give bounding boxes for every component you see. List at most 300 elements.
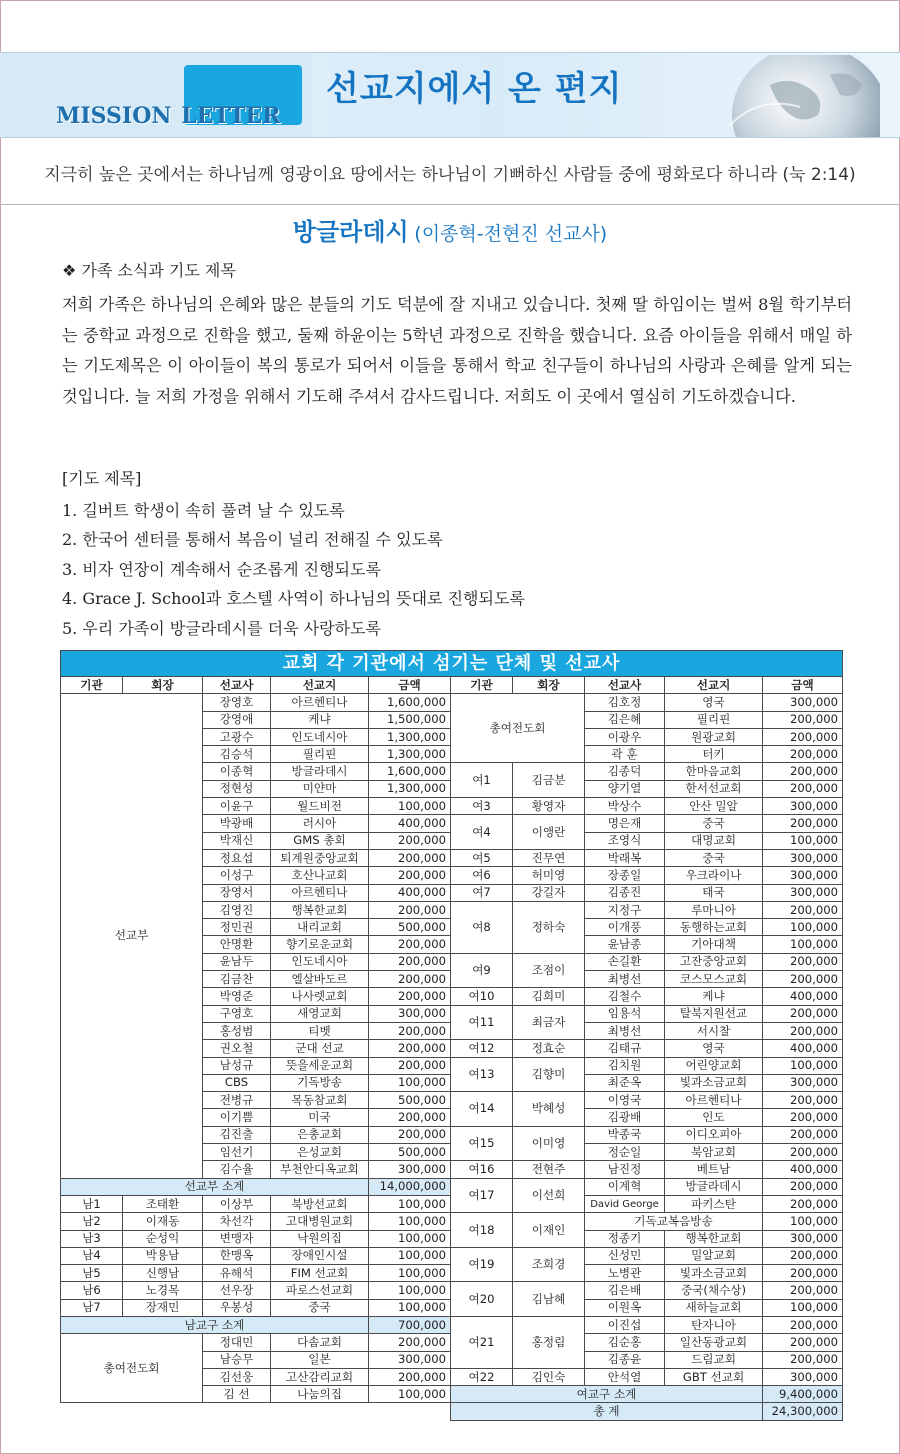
table-cell: 100,000 — [763, 1299, 843, 1316]
table-cell: 1,600,000 — [369, 763, 451, 780]
table-cell: 이원옥 — [585, 1299, 665, 1316]
subtotal-label: 남교구 소계 — [61, 1316, 369, 1333]
table-cell: 김종덕 — [585, 763, 665, 780]
group-cell: 여14 — [451, 1092, 513, 1127]
table-cell: 아르헨티나 — [271, 884, 369, 901]
table-cell: 루마니아 — [665, 901, 763, 918]
group-cell: 박혜성 — [513, 1092, 585, 1127]
support-table — [60, 650, 843, 1421]
table-cell: 김은배 — [585, 1282, 665, 1299]
table-cell: 변맹자 — [203, 1230, 271, 1247]
table-cell: 드림교회 — [665, 1351, 763, 1368]
grand-total-label: 총 계 — [451, 1403, 763, 1420]
subtotal-label: 선교부 소계 — [61, 1178, 369, 1195]
table-row — [61, 694, 843, 711]
table-cell: 100,000 — [763, 919, 843, 936]
group-cell: 여19 — [451, 1247, 513, 1282]
table-cell: 곽 훈 — [585, 746, 665, 763]
table-cell: 100,000 — [369, 798, 451, 815]
table-cell: 고광수 — [203, 728, 271, 745]
table-cell: 200,000 — [763, 1195, 843, 1212]
table-cell: 안석열 — [585, 1368, 665, 1385]
table-cell: 500,000 — [369, 1092, 451, 1109]
table-cell: 최병선 — [585, 1022, 665, 1039]
table-cell: 노병관 — [585, 1265, 665, 1282]
table-cell: 이상부 — [203, 1195, 271, 1212]
table-cell: 남7 — [61, 1299, 123, 1316]
table-cell: 100,000 — [763, 832, 843, 849]
logo-second: LETTER — [181, 103, 281, 129]
table-cell: 아르헨티나 — [665, 1092, 763, 1109]
table-cell: 북방선교회 — [271, 1195, 369, 1212]
table-cell: 향기로운교회 — [271, 936, 369, 953]
group-cell: 조점이 — [513, 953, 585, 988]
table-cell: 남2 — [61, 1213, 123, 1230]
table-cell: 고잔중앙교회 — [665, 953, 763, 970]
diamond-bullet-icon: ❖ — [62, 261, 77, 280]
table-cell: 최병선 — [585, 971, 665, 988]
table-cell: 태국 — [665, 884, 763, 901]
table-cell: 베트남 — [665, 1161, 763, 1178]
table-cell: 100,000 — [369, 1230, 451, 1247]
column-header: 기관 — [451, 677, 513, 694]
table-cell: 부천안디옥교회 — [271, 1161, 369, 1178]
table-cell: 월드비전 — [271, 798, 369, 815]
table-cell: 남진정 — [585, 1161, 665, 1178]
table-cell: 300,000 — [763, 884, 843, 901]
group-cell: 김남혜 — [513, 1282, 585, 1317]
table-cell: 김치원 — [585, 1057, 665, 1074]
table-header-row — [61, 677, 843, 694]
page-title: 선교지에서 온 편지 — [326, 69, 623, 109]
group-cell: 여10 — [451, 988, 513, 1005]
table-cell: 300,000 — [763, 1230, 843, 1247]
table-cell: 200,000 — [763, 1265, 843, 1282]
table-cell: 400,000 — [369, 815, 451, 832]
table-cell: 김진출 — [203, 1126, 271, 1143]
table-cell: 남승무 — [203, 1351, 271, 1368]
table-cell: 내리교회 — [271, 919, 369, 936]
table-cell: 400,000 — [763, 1040, 843, 1057]
group-cell: 정효순 — [513, 1040, 585, 1057]
group-cell: 여22 — [451, 1368, 513, 1385]
group-cell: 이앵란 — [513, 815, 585, 850]
table-cell: 한맹옥 — [203, 1247, 271, 1264]
table-cell: 서시찰 — [665, 1022, 763, 1039]
table-cell: 300,000 — [763, 798, 843, 815]
table-cell: 이광우 — [585, 728, 665, 745]
table-cell: 400,000 — [369, 884, 451, 901]
group-cell: 여21 — [451, 1316, 513, 1368]
table-cell: 이윤구 — [203, 798, 271, 815]
table-cell: 방글라데시 — [271, 763, 369, 780]
table-cell: 인도 — [665, 1109, 763, 1126]
table-cell: 200,000 — [369, 1057, 451, 1074]
family-news-paragraph: 저희 가족은 하나님의 은혜와 많은 분들의 기도 덕분에 잘 지내고 있습니다. 첫째 딸 하임이는 벌써 8월 학기부터는 중학교 과정으로 진학을 했고, 둘째 하윤이는 5학년 과정으로 진학을 했습니다. 요즘 아이들을 위해서 매일 하는 기도제목은 이 아이들이 복의 통로가 되어서 이들을 통해서 학교 친구들이 하나님의 사랑과 은혜를 알게 되는 것입니다. 늘 저희 가정을 위해서 기도해 주셔서 감사드립니다. 저희도 이 곳에서 열심히 기도하겠습니다. — [62, 295, 852, 406]
table-cell: 박상수 — [585, 798, 665, 815]
table-cell: 중국 — [665, 815, 763, 832]
table-cell: 대명교회 — [665, 832, 763, 849]
table-cell: 200,000 — [369, 901, 451, 918]
table-cell: 명은재 — [585, 815, 665, 832]
bible-verse: 지극히 높은 곳에서는 하나님께 영광이요 땅에서는 하나님이 기뻐하신 사람들 중에 평화로다 하니라 (눅 2:14) — [44, 165, 856, 185]
column-header: 기관 — [61, 677, 123, 694]
table-cell: 인도네시아 — [271, 953, 369, 970]
table-cell: 100,000 — [369, 1265, 451, 1282]
table-title: 교회 각 기관에서 섬기는 단체 및 선교사 — [61, 651, 843, 677]
table-row — [61, 1247, 843, 1264]
group-cell: 김금분 — [513, 763, 585, 798]
table-cell: 200,000 — [763, 971, 843, 988]
country-heading — [0, 212, 900, 247]
table-cell: 200,000 — [763, 780, 843, 797]
table-cell: FIM 선교회 — [271, 1265, 369, 1282]
column-header: 선교지 — [665, 677, 763, 694]
table-cell: 선우장 — [203, 1282, 271, 1299]
table-cell: 남6 — [61, 1282, 123, 1299]
table-cell: 김종진 — [585, 884, 665, 901]
table-cell: 200,000 — [763, 746, 843, 763]
table-cell: 200,000 — [369, 971, 451, 988]
subtotal-value: 14,000,000 — [369, 1178, 451, 1195]
table-cell: 100,000 — [369, 1195, 451, 1212]
table-cell: 100,000 — [763, 936, 843, 953]
group-cell: 강길자 — [513, 884, 585, 901]
table-cell: 김승석 — [203, 746, 271, 763]
table-cell: 신성민 — [585, 1247, 665, 1264]
group-cell: 전현주 — [513, 1161, 585, 1178]
table-cell: 김광배 — [585, 1109, 665, 1126]
group-cell: 여13 — [451, 1057, 513, 1092]
mission-letter-logo — [56, 97, 281, 130]
table-cell: 티벳 — [271, 1022, 369, 1039]
table-cell: 300,000 — [763, 867, 843, 884]
table-cell: 새영교회 — [271, 1005, 369, 1022]
table-cell: 윤남종 — [585, 936, 665, 953]
table-cell: 100,000 — [369, 1213, 451, 1230]
table-cell: 안명환 — [203, 936, 271, 953]
table-cell: 홍성범 — [203, 1022, 271, 1039]
table-cell: 박래복 — [585, 849, 665, 866]
table-cell: 200,000 — [369, 1334, 451, 1351]
group-cell: 홍정림 — [513, 1316, 585, 1368]
table-cell: 낙원의집 — [271, 1230, 369, 1247]
table-cell: 300,000 — [763, 1074, 843, 1091]
table-cell: 밀알교회 — [665, 1247, 763, 1264]
table-cell: 동행하는교회 — [665, 919, 763, 936]
table-cell: 200,000 — [763, 1022, 843, 1039]
table-cell: 북암교회 — [665, 1144, 763, 1161]
subtotal-value: 9,400,000 — [763, 1386, 843, 1403]
table-cell: 300,000 — [763, 1368, 843, 1385]
table-cell: 방글라데시 — [665, 1178, 763, 1195]
prayer-item: 3. 비자 연장이 계속해서 순조롭게 진행되도록 — [62, 559, 381, 579]
table-cell: 박영준 — [203, 988, 271, 1005]
table-cell: 200,000 — [369, 1109, 451, 1126]
header-banner — [0, 52, 900, 138]
table-cell: 100,000 — [369, 1282, 451, 1299]
table-cell: 순성익 — [123, 1230, 203, 1247]
table-cell: 김수율 — [203, 1161, 271, 1178]
table-cell: 영국 — [665, 694, 763, 711]
section-heading — [62, 258, 236, 281]
table-cell: 중국 — [271, 1299, 369, 1316]
table-cell: 이계혁 — [585, 1178, 665, 1195]
table-cell: CBS — [203, 1074, 271, 1091]
prayer-list — [62, 496, 525, 643]
table-cell: 김금찬 — [203, 971, 271, 988]
table-cell: 구영호 — [203, 1005, 271, 1022]
table-cell: 미국 — [271, 1109, 369, 1126]
table-cell: 200,000 — [763, 1282, 843, 1299]
table-cell: 200,000 — [369, 1040, 451, 1057]
table-cell: 200,000 — [369, 867, 451, 884]
table-cell: 200,000 — [763, 1005, 843, 1022]
grand-total-row — [61, 1403, 843, 1420]
table-cell: 김종윤 — [585, 1351, 665, 1368]
group-cell: 여20 — [451, 1282, 513, 1317]
table-cell: 기아대책 — [665, 936, 763, 953]
table-row — [61, 1178, 843, 1195]
group-cell: 김희미 — [513, 988, 585, 1005]
table-cell: 고대병원교회 — [271, 1213, 369, 1230]
table-cell: 나사렛교회 — [271, 988, 369, 1005]
table-cell: 200,000 — [369, 1126, 451, 1143]
table-cell: 파로스선교회 — [271, 1282, 369, 1299]
group-cell: 허미영 — [513, 867, 585, 884]
table-cell: 이종혁 — [203, 763, 271, 780]
table-cell: 코스모스교회 — [665, 971, 763, 988]
table-cell: 200,000 — [763, 1109, 843, 1126]
table-cell: 200,000 — [369, 1022, 451, 1039]
table-cell: 김선웅 — [203, 1368, 271, 1385]
table-cell: 이영국 — [585, 1092, 665, 1109]
group-cell: 여4 — [451, 815, 513, 850]
table-cell: 조영식 — [585, 832, 665, 849]
table-cell: 200,000 — [369, 953, 451, 970]
table-cell: 이성구 — [203, 867, 271, 884]
subtotal-label: 여교구 소계 — [451, 1386, 763, 1403]
table-cell: 박광배 — [203, 815, 271, 832]
group-cell: 이재인 — [513, 1213, 585, 1248]
table-cell: 최준옥 — [585, 1074, 665, 1091]
table-cell: 1,500,000 — [369, 711, 451, 728]
group-cell: 여1 — [451, 763, 513, 798]
table-cell: 김 선 — [203, 1386, 271, 1403]
group-cell: 여8 — [451, 901, 513, 953]
group-cell: 총여전도회 — [61, 1334, 203, 1403]
table-cell: 탈북지원선교 — [665, 1005, 763, 1022]
group-cell: 이선희 — [513, 1178, 585, 1213]
table-cell: 300,000 — [369, 1351, 451, 1368]
table-cell: 박종국 — [585, 1126, 665, 1143]
table-cell: 김철수 — [585, 988, 665, 1005]
table-cell: 100,000 — [763, 1057, 843, 1074]
table-cell: 남5 — [61, 1265, 123, 1282]
prayer-item: 4. Grace J. School과 호스텔 사역이 하나님의 뜻대로 진행되도록 — [62, 589, 525, 609]
table-cell: 중국 — [665, 849, 763, 866]
group-cell: 선교부 — [61, 694, 203, 1178]
column-header: 금액 — [763, 677, 843, 694]
group-cell: 여18 — [451, 1213, 513, 1248]
group-cell: 여5 — [451, 849, 513, 866]
table-cell: 신행남 — [123, 1265, 203, 1282]
table-cell: 미얀마 — [271, 780, 369, 797]
table-cell: 노경목 — [123, 1282, 203, 1299]
table-row — [61, 1316, 843, 1333]
group-cell: 여12 — [451, 1040, 513, 1057]
table-cell: 장애인시설 — [271, 1247, 369, 1264]
table-cell: 필리핀 — [271, 746, 369, 763]
table-row — [61, 1213, 843, 1230]
table-cell: 기독교복음방송 — [585, 1213, 763, 1230]
subtotal-value: 700,000 — [369, 1316, 451, 1333]
table-cell: 200,000 — [763, 1144, 843, 1161]
group-cell: 정하숙 — [513, 901, 585, 953]
table-cell: 호산나교회 — [271, 867, 369, 884]
group-cell: 최금자 — [513, 1005, 585, 1040]
table-cell: 남4 — [61, 1247, 123, 1264]
table-cell: 박용남 — [123, 1247, 203, 1264]
table-cell: 200,000 — [763, 728, 843, 745]
group-cell: 여15 — [451, 1126, 513, 1161]
group-cell: 황영자 — [513, 798, 585, 815]
group-cell: 총여전도회 — [451, 694, 585, 763]
globe-icon — [690, 55, 880, 137]
table-cell: 탄자니아 — [665, 1316, 763, 1333]
table-cell: 은성교회 — [271, 1144, 369, 1161]
missionary-names: (이종혁-전현진 선교사) — [414, 223, 608, 245]
table-cell: 1,300,000 — [369, 746, 451, 763]
table-cell: 200,000 — [763, 711, 843, 728]
table-cell: 러시아 — [271, 815, 369, 832]
column-header: 회장 — [513, 677, 585, 694]
table-cell: 200,000 — [763, 815, 843, 832]
group-cell: 여11 — [451, 1005, 513, 1040]
table-cell: 중국(채수상) — [665, 1282, 763, 1299]
table-cell: 200,000 — [763, 1126, 843, 1143]
table-cell: 100,000 — [763, 1213, 843, 1230]
group-cell: 여16 — [451, 1161, 513, 1178]
prayer-heading: [기도 제목] — [62, 469, 142, 488]
table-cell: 장재민 — [123, 1299, 203, 1316]
table-cell: 임용석 — [585, 1005, 665, 1022]
table-cell: 1,300,000 — [369, 780, 451, 797]
column-header: 회장 — [123, 677, 203, 694]
table-cell: 전병규 — [203, 1092, 271, 1109]
table-cell: 500,000 — [369, 919, 451, 936]
table-cell: 이재동 — [123, 1213, 203, 1230]
table-cell: 이개풍 — [585, 919, 665, 936]
group-cell: 이미영 — [513, 1126, 585, 1161]
table-cell: 정순일 — [585, 1144, 665, 1161]
table-cell: 우크라이나 — [665, 867, 763, 884]
table-cell: 100,000 — [369, 1247, 451, 1264]
table-cell: 권오철 — [203, 1040, 271, 1057]
table-cell: 200,000 — [763, 1316, 843, 1333]
table-cell: 퇴계원중앙교회 — [271, 849, 369, 866]
column-header: 금액 — [369, 677, 451, 694]
table-cell: 200,000 — [369, 936, 451, 953]
table-cell: 양기열 — [585, 780, 665, 797]
country-name: 방글라데시 — [292, 218, 409, 246]
table-cell: 400,000 — [763, 1161, 843, 1178]
spacer-cell — [61, 1403, 451, 1420]
group-cell: 여3 — [451, 798, 513, 815]
table-cell: 조태환 — [123, 1195, 203, 1212]
table-cell: 지정구 — [585, 901, 665, 918]
table-cell: 행복한교회 — [271, 901, 369, 918]
table-cell: 일본 — [271, 1351, 369, 1368]
logo-area — [0, 53, 312, 137]
table-cell: 정요섭 — [203, 849, 271, 866]
table-cell: 200,000 — [369, 988, 451, 1005]
table-cell: 정대민 — [203, 1334, 271, 1351]
table-cell: 200,000 — [763, 763, 843, 780]
table-cell: 400,000 — [763, 988, 843, 1005]
table-cell: 강영애 — [203, 711, 271, 728]
table-cell: 200,000 — [369, 1368, 451, 1385]
table-cell: 정민권 — [203, 919, 271, 936]
group-cell: 여7 — [451, 884, 513, 901]
group-cell: 여17 — [451, 1178, 513, 1213]
table-cell: 파키스탄 — [665, 1195, 763, 1212]
divider — [0, 204, 900, 205]
table-cell: 임선기 — [203, 1144, 271, 1161]
table-cell: 200,000 — [369, 832, 451, 849]
table-cell: 우봉성 — [203, 1299, 271, 1316]
table-cell: 1,600,000 — [369, 694, 451, 711]
table-cell: 200,000 — [763, 1351, 843, 1368]
logo-main: MISSION — [56, 103, 172, 129]
table-cell: 200,000 — [763, 953, 843, 970]
table-cell: 박재신 — [203, 832, 271, 849]
table-cell: 300,000 — [763, 694, 843, 711]
table-cell: 원광교회 — [665, 728, 763, 745]
table-cell: 200,000 — [763, 1092, 843, 1109]
table-cell: 영국 — [665, 1040, 763, 1057]
table-cell: 빛과소금교회 — [665, 1074, 763, 1091]
table-cell: 군대 선교 — [271, 1040, 369, 1057]
group-cell: 여6 — [451, 867, 513, 884]
table-cell: 김호정 — [585, 694, 665, 711]
column-header: 선교사 — [585, 677, 665, 694]
table-cell: 100,000 — [369, 1299, 451, 1316]
table-cell: 유해석 — [203, 1265, 271, 1282]
table-cell: 200,000 — [763, 1247, 843, 1264]
table-cell: 터키 — [665, 746, 763, 763]
table-cell: 행복한교회 — [665, 1230, 763, 1247]
table-cell: 나눔의집 — [271, 1386, 369, 1403]
table-cell: 손길환 — [585, 953, 665, 970]
table-cell: 은총교회 — [271, 1126, 369, 1143]
table-cell: 200,000 — [763, 1178, 843, 1195]
section-heading-text: 가족 소식과 기도 제목 — [81, 261, 236, 280]
table-cell: 목동참교회 — [271, 1092, 369, 1109]
column-header: 선교사 — [203, 677, 271, 694]
grand-total-value: 24,300,000 — [763, 1403, 843, 1420]
table-cell: 김순홍 — [585, 1334, 665, 1351]
table-cell: 200,000 — [763, 901, 843, 918]
table-cell: 500,000 — [369, 1144, 451, 1161]
table-cell: 장종일 — [585, 867, 665, 884]
table-cell: 300,000 — [369, 1005, 451, 1022]
table-cell: 200,000 — [369, 849, 451, 866]
table-cell: 새하늘교회 — [665, 1299, 763, 1316]
table-cell: 이디오피아 — [665, 1126, 763, 1143]
table-cell: David George — [585, 1195, 665, 1212]
table-cell: 100,000 — [369, 1386, 451, 1403]
